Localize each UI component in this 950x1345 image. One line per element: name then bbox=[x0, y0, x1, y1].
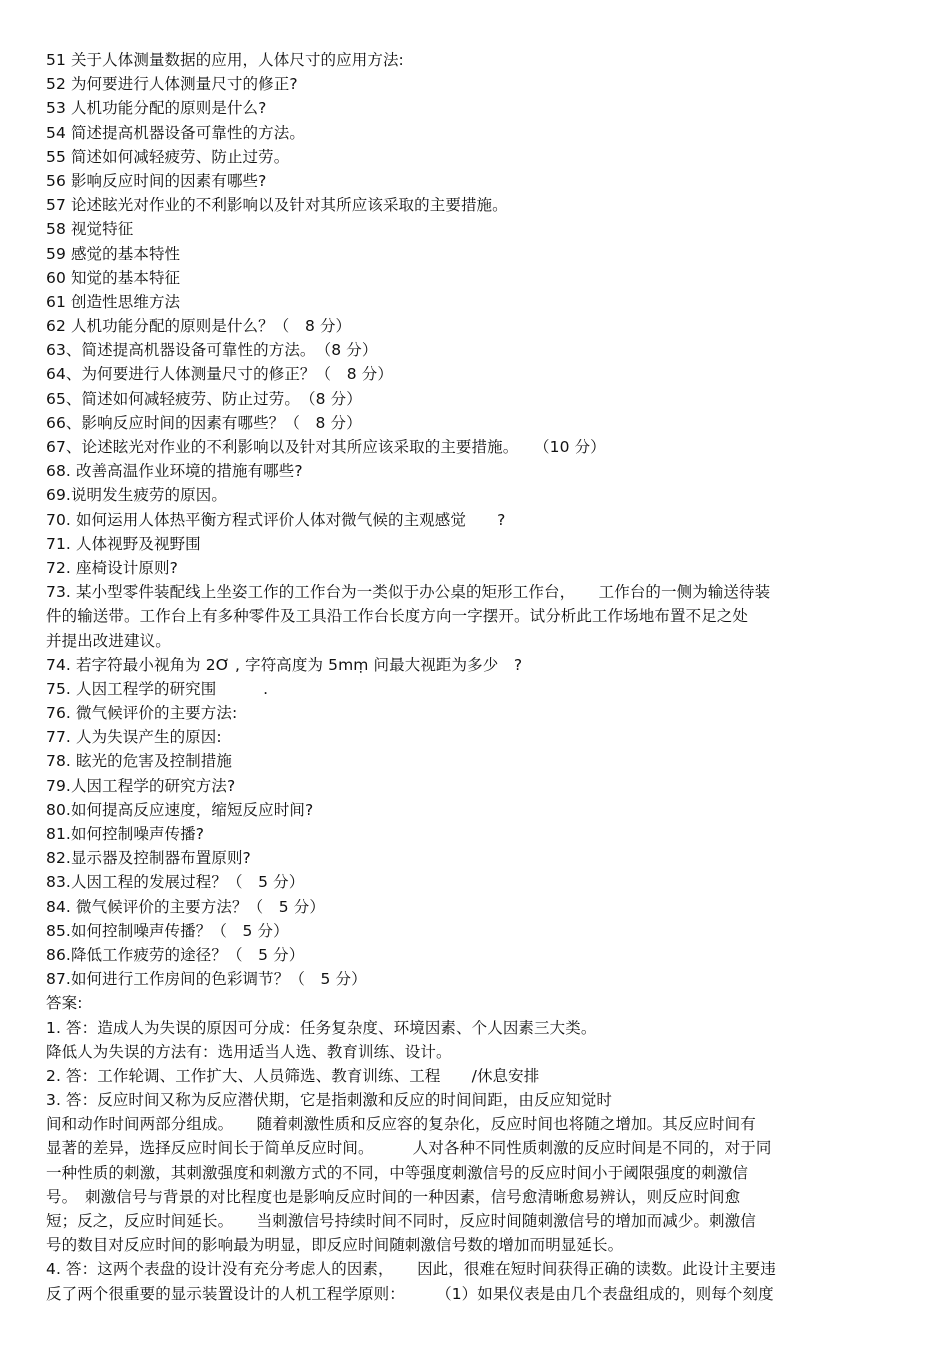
text-line: 2. 答：工作轮调、工作扩大、人员筛选、教育训练、工程 /休息安排 bbox=[46, 1066, 540, 1085]
text-line: 短；反之，反应时间延长。 当刺激信号持续时间不同时，反应时间随刺激信号的增加而减少。刺激信 bbox=[46, 1212, 756, 1230]
text-line: 55 简述如何减轻疲劳、防止过劳。 bbox=[46, 147, 290, 166]
text-line: 85.如何控制噪声传播？（ 5 分） bbox=[46, 921, 289, 940]
text-line: 73. 某小型零件装配线上坐姿工作的工作台为一类似于办公桌的矩形工作台， 工作台的一侧为输送待装 bbox=[46, 583, 771, 602]
text-line: 59 感觉的基本特性 bbox=[46, 244, 181, 263]
text-line: 一种性质的刺激，其刺激强度和刺激方式的不同，中等强度刺激信号的反应时间小于阈限强度的刺激信 bbox=[46, 1163, 749, 1182]
text-line: 86.降低工作疲劳的途径？（ 5 分） bbox=[46, 945, 305, 964]
text-line: 87.如何进行工作房间的色彩调节？（ 5 分） bbox=[46, 970, 367, 989]
text-line: 79.人因工程学的研究方法? bbox=[46, 776, 236, 795]
text-line: 号。 刺激信号与背景的对比程度也是影响反应时间的一种因素，信号愈清晰愈易辨认，则反应时间愈 bbox=[46, 1187, 741, 1206]
text-line: 间和动作时间两部分组成。 随着刺激性质和反应容的复杂化，反应时间也将随之增加。其反应时间有 bbox=[46, 1115, 756, 1134]
document-page bbox=[46, 48, 904, 1306]
text-line: 84. 微气候评价的主要方法？（ 5 分） bbox=[46, 897, 325, 916]
text-line: 81.如何控制噪声传播? bbox=[46, 825, 205, 843]
text-line: 58 视觉特征 bbox=[46, 220, 134, 239]
text-line: 66、影响反应时间的因素有哪些？（ 8 分） bbox=[46, 413, 362, 432]
text-line: 83.人因工程的发展过程？（ 5 分） bbox=[46, 873, 305, 892]
text-line: 74. 若字符最小视角为 2Ơ , 字符高度为 5mṃ 问最大视距为多少 ? bbox=[46, 655, 523, 674]
text-line: 67、论述眩光对作业的不利影响以及针对其所应该采取的主要措施。 （10 分） bbox=[46, 438, 606, 456]
text-line: 70. 如何运用人体热平衡方程式评价人体对微气候的主观感觉 ? bbox=[46, 510, 506, 529]
text-line: 71. 人体视野及视野围 bbox=[46, 534, 201, 553]
text-line: 72. 座椅设计原则? bbox=[46, 558, 178, 577]
text-line: 62 人机功能分配的原则是什么？（ 8 分） bbox=[46, 317, 352, 336]
text-line: 反了两个很重要的显示装置设计的人机工程学原则： （1）如果仪表是由几个表盘组成的，则每个刻度 bbox=[46, 1284, 774, 1303]
text-line: 51 关于人体测量数据的应用，人体尺寸的应用方法: bbox=[46, 51, 404, 69]
text-line: 63、简述提高机器设备可靠性的方法。 （8 分） bbox=[46, 341, 378, 360]
text-line: 77. 人为失误产生的原因: bbox=[46, 728, 222, 747]
text-line: 53 人机功能分配的原则是什么? bbox=[46, 99, 267, 118]
text-line: 52 为何要进行人体测量尺寸的修正? bbox=[46, 75, 298, 94]
text-line: 82.显示器及控制器布置原则? bbox=[46, 849, 251, 868]
text-line: 78. 眩光的危害及控制措施 bbox=[46, 752, 232, 771]
text-line: 57 论述眩光对作业的不利影响以及针对其所应该采取的主要措施。 bbox=[46, 196, 508, 215]
text-line: 3. 答：反应时间又称为反应潜伏期，它是指刺激和反应的时间间距，由反应知觉时 bbox=[46, 1091, 613, 1110]
text-line: 4. 答：这两个表盘的设计没有充分考虑人的因素， 因此，很难在短时间获得正确的读数。此设计主要违 bbox=[46, 1260, 776, 1279]
text-line: 76. 微气候评价的主要方法: bbox=[46, 704, 238, 723]
text-line: 并提出改进建议。 bbox=[46, 631, 171, 650]
text-line: 降低人为失误的方法有：选用适当人选、教育训练、设计。 bbox=[46, 1042, 452, 1061]
text-line: 56 影响反应时间的因素有哪些? bbox=[46, 171, 267, 190]
text-line: 75. 人因工程学的研究围 . bbox=[46, 679, 269, 698]
text-line: 68. 改善高温作业环境的措施有哪些? bbox=[46, 462, 303, 481]
text-line: 件的输送带。工作台上有多种零件及工具沿工作台长度方向一字摆开。试分析此工作场地布置不足之处 bbox=[46, 607, 749, 626]
text-line: 80.如何提高反应速度，缩短反应时间? bbox=[46, 800, 314, 819]
text-line: 号的数目对反应时间的影响最为明显，即反应时间随刺激信号数的增加而明显延长。 bbox=[46, 1236, 624, 1255]
text-line: 61 创造性思维方法 bbox=[46, 292, 181, 311]
text-line: 60 知觉的基本特征 bbox=[46, 268, 181, 287]
text-line: 69.说明发生疲劳的原因。 bbox=[46, 486, 227, 505]
text-line: 54 简述提高机器设备可靠性的方法。 bbox=[46, 123, 305, 142]
answers-heading: 答案: bbox=[46, 994, 83, 1013]
text-line: 64、为何要进行人体测量尺寸的修正？（ 8 分） bbox=[46, 365, 393, 384]
text-line: 65、简述如何减轻疲劳、防止过劳。 （8 分） bbox=[46, 389, 362, 408]
text-line: 1. 答：造成人为失误的原因可分成：任务复杂度、环境因素、个人因素三大类。 bbox=[46, 1018, 597, 1037]
text-line: 显著的差异，选择反应时间长于简单反应时间。 人对各种不同性质刺激的反应时间是不同的，对于同 bbox=[46, 1139, 772, 1158]
